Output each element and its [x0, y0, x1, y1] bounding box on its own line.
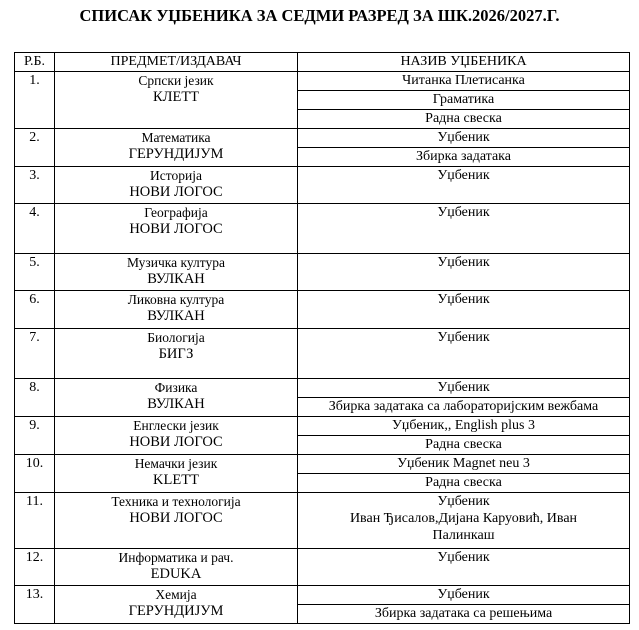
- publisher-name: БИГЗ: [158, 346, 194, 362]
- subject-name: Ликовна култура: [127, 292, 225, 307]
- table-row: [15, 254, 630, 291]
- subject-cell: [55, 129, 298, 167]
- table-row: [15, 549, 630, 586]
- subject-name: Математика: [141, 130, 211, 145]
- book-title: Уџбеник: [298, 167, 630, 204]
- table-body: [15, 72, 630, 624]
- publisher-name: КЛЕТТ: [152, 89, 200, 105]
- header-subject-publisher: ПРЕДМЕТ/ИЗДАВАЧ: [55, 53, 298, 72]
- book-authors: Иван Ђисалов,Дијана Каруовић, Иван Палинкаш: [349, 511, 578, 543]
- publisher-name: ВУЛКАН: [147, 308, 205, 324]
- row-number: 13.: [15, 586, 55, 624]
- publisher-name: EDUKA: [150, 566, 202, 582]
- table-row: [15, 417, 630, 436]
- row-number: 3.: [15, 167, 55, 204]
- subject-cell: [55, 291, 298, 329]
- book-title: Радна свеска: [298, 436, 630, 455]
- textbook-table: [14, 52, 630, 624]
- table-row: [15, 586, 630, 605]
- table-row: [15, 72, 630, 91]
- subject-cell: [55, 329, 298, 379]
- subject-cell: [55, 549, 298, 586]
- row-number: 8.: [15, 379, 55, 417]
- table-row: [15, 493, 630, 549]
- book-title: Уџбеник: [298, 586, 630, 605]
- publisher-name: НОВИ ЛОГОС: [129, 434, 223, 450]
- table-row: [15, 455, 630, 474]
- book-title: Радна свеска: [298, 474, 630, 493]
- subject-cell: [55, 455, 298, 493]
- table-row: [15, 204, 630, 254]
- header-textbook-title: НАЗИВ УЏБЕНИКА: [298, 53, 630, 72]
- table-row: [15, 291, 630, 329]
- book-title: Уџбеник: [298, 549, 630, 586]
- row-number: 6.: [15, 291, 55, 329]
- header-number: Р.Б.: [15, 53, 55, 72]
- subject-cell: [55, 417, 298, 455]
- book-title: Збирка задатака: [298, 148, 630, 167]
- subject-cell: [55, 72, 298, 129]
- book-title: Уџбеник: [298, 291, 630, 329]
- table-row: [15, 167, 630, 204]
- row-number: 4.: [15, 204, 55, 254]
- book-title: Радна свеска: [298, 110, 630, 129]
- subject-name: Енглески језик: [133, 418, 219, 433]
- book-title: Уџбеник: [298, 329, 630, 379]
- subject-name: Историја: [150, 168, 202, 183]
- publisher-name: ГЕРУНДИЈУМ: [128, 603, 224, 619]
- publisher-name: ГЕРУНДИЈУМ: [128, 146, 224, 162]
- book-title: Уџбеник: [298, 204, 630, 254]
- table-row: [15, 329, 630, 379]
- row-number: 12.: [15, 549, 55, 586]
- book-title: Уџбеник: [437, 494, 490, 509]
- row-number: 1.: [15, 72, 55, 129]
- publisher-name: НОВИ ЛОГОС: [129, 184, 223, 200]
- subject-name: Биологија: [147, 330, 205, 345]
- page-title: СПИСАК УЏБЕНИКА ЗА СЕДМИ РАЗРЕД ЗА ШК.2026/2027.Г.: [79, 6, 560, 25]
- publisher-name: ВУЛКАН: [147, 396, 205, 412]
- book-title: Збирка задатака са решењима: [298, 605, 630, 624]
- subject-cell: [55, 493, 298, 549]
- subject-name: Музичка култура: [127, 255, 225, 270]
- table-row: [15, 129, 630, 148]
- subject-cell: [55, 254, 298, 291]
- table-row: [15, 379, 630, 398]
- row-number: 5.: [15, 254, 55, 291]
- subject-cell: [55, 379, 298, 417]
- row-number: 9.: [15, 417, 55, 455]
- book-title: Уџбеник,, English plus 3: [298, 417, 630, 436]
- book-title: Читанка Плетисанка: [298, 72, 630, 91]
- subject-name: Информатика и рач.: [118, 550, 234, 565]
- publisher-name: KLETT: [153, 472, 199, 488]
- table-header-row: [15, 53, 630, 72]
- publisher-name: НОВИ ЛОГОС: [129, 510, 223, 526]
- subject-name: Хемија: [155, 587, 197, 602]
- subject-cell: [55, 586, 298, 624]
- book-title: Збирка задатака са лабораторијским вежбама: [298, 398, 630, 417]
- row-number: 11.: [15, 493, 55, 549]
- subject-cell: [55, 204, 298, 254]
- subject-name: Техника и технологија: [111, 494, 241, 509]
- publisher-name: ВУЛКАН: [147, 271, 205, 287]
- book-title: Уџбеник: [298, 129, 630, 148]
- subject-name: Српски језик: [138, 73, 214, 88]
- subject-cell: [55, 167, 298, 204]
- book-title: Уџбеник: [298, 254, 630, 291]
- book-title: Уџбеник Magnet neu 3: [298, 455, 630, 474]
- publisher-name: НОВИ ЛОГОС: [129, 221, 223, 237]
- book-title: Уџбеник: [298, 379, 630, 398]
- subject-name: Географија: [144, 205, 208, 220]
- subject-name: Физика: [154, 380, 198, 395]
- book-cell: [298, 493, 630, 549]
- row-number: 2.: [15, 129, 55, 167]
- row-number: 7.: [15, 329, 55, 379]
- book-title: Граматика: [298, 91, 630, 110]
- row-number: 10.: [15, 455, 55, 493]
- subject-name: Немачки језик: [134, 456, 218, 471]
